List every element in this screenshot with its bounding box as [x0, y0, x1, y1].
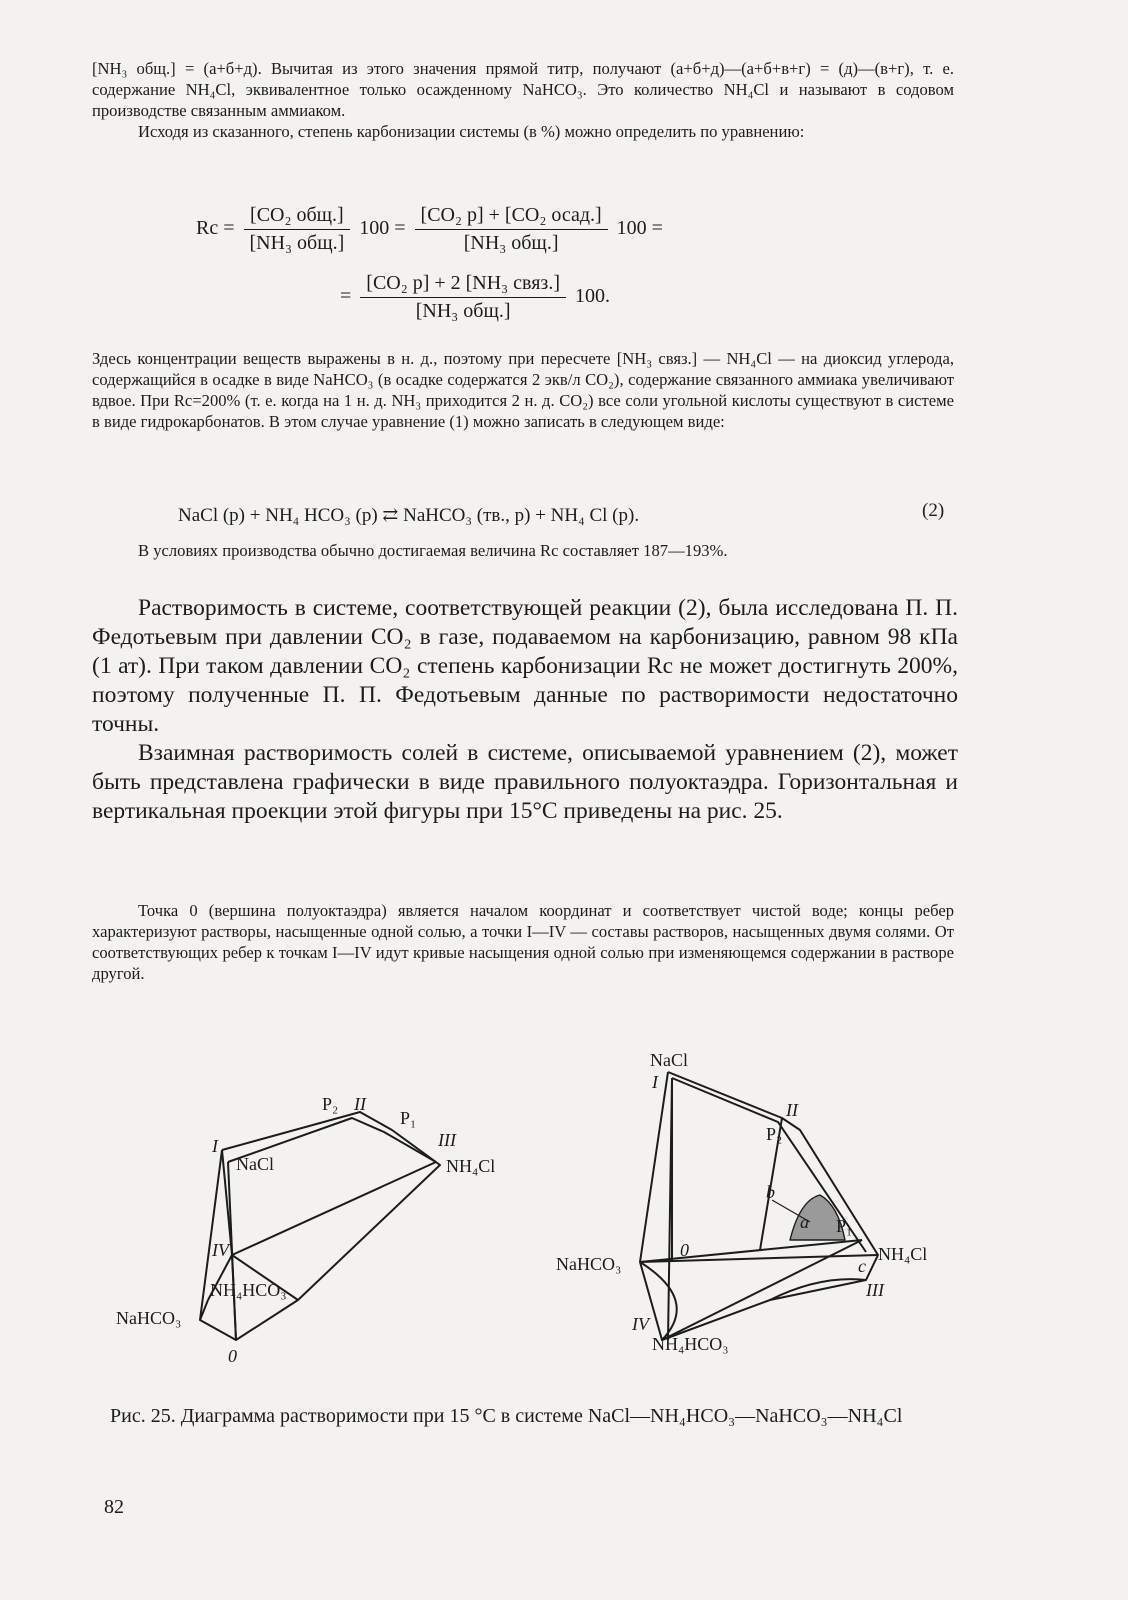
left-label-p2: P₂ — [322, 1094, 339, 1114]
right-label-i: I — [652, 1072, 658, 1092]
left-label-origin: 0 — [228, 1346, 237, 1366]
right-label-origin: 0 — [680, 1240, 689, 1260]
fraction-1-denominator: [NH₃ общ.] — [249, 232, 345, 254]
formula-multiplier-3: 100. — [574, 285, 610, 308]
right-diagram-labels — [556, 1050, 927, 1354]
right-label-ii: II — [786, 1100, 798, 1120]
left-label-iv: IV — [212, 1240, 229, 1260]
left-label-p1: P₁ — [400, 1108, 417, 1128]
paragraph-5: Растворимость в системе, соответствующей реакции (2), была исследована П. П. Федотьевым при давлении CO₂ в газе, подаваемом на карбонизацию, равном 98 кПа (1 ат). При таком давлении CO₂ степень карбонизации Rc не может достигнуть 200%, поэтому полученные П. П. Федотьевым данные по растворимости недостаточно точны. — [92, 595, 958, 737]
left-label-ii: II — [354, 1094, 366, 1114]
left-label-nacl: NaCl — [236, 1154, 274, 1174]
paragraph-7: Точка 0 (вершина полуоктаэдра) является началом координат и соответствует чистой воде; концы ребер характеризуют растворы, насыщенные одной солью, а точки I—IV — составы растворов, насыщенных двумя солями. От соответствующих ребер к точкам I—IV идут кривые насыщения одной солью при изменяющемся содержании в растворе другой. — [92, 901, 954, 983]
right-label-c: c — [858, 1256, 866, 1276]
right-label-nahco3: NaHCO₃ — [556, 1254, 622, 1274]
right-label-iii: III — [866, 1280, 884, 1300]
right-label-p2: P₂ — [766, 1124, 783, 1144]
left-label-iii: III — [438, 1130, 456, 1150]
formula-equals: = — [340, 285, 352, 308]
fraction-3-numerator: [CO₂ р] + 2 [NH₃ связ.] — [360, 272, 566, 298]
paragraph-1: [NH₃ общ.] = (а+б+д). Вычитая из этого значения прямой титр, получают (а+б+д)—(а+б+в+г) = (д)—(в+г), т. е. содержание NH₄Cl, эквивалентное только осажденному NaHCO₃. Это количество NH₄Cl и называют в содовом производстве связанным аммиаком. — [92, 59, 954, 120]
right-label-nh4cl: NH₄Cl — [878, 1244, 928, 1264]
paragraph-3: Здесь концентрации веществ выражены в н. д., поэтому при пересчете [NH₃ связ.] — NH₄Cl — на диоксид углерода, содержащийся в осадке в виде NaHCO₃ (в осадке содержатся 2 экв/л CO₂), содержание связанного аммиака увеличивают вдвое. При Rc=200% (т. е. когда на 1 н. д. NH₃ приходится 2 н. д. CO₂) все соли угольной кислоты существуют в системе в виде гидрокарбонатов. В этом случае уравнение (1) можно записать в следующем виде: — [92, 349, 954, 431]
left-label-nh4hco3: NH₄HCO₃ — [210, 1280, 287, 1300]
paragraph-6: Взаимная растворимость солей в системе, описываемой уравнением (2), может быть представлена графически в виде правильного полуоктаэдра. Горизонтальная и вертикальная проекции этой фигуры при 15°C приведены на рис. 25. — [92, 740, 958, 824]
right-label-iv: IV — [632, 1314, 649, 1334]
right-label-p1: P₁ — [836, 1216, 853, 1236]
right-diagram-edges — [640, 1072, 878, 1340]
left-diagram-edges — [200, 1112, 440, 1340]
left-label-i: I — [212, 1136, 218, 1156]
right-label-b: b — [766, 1182, 775, 1202]
fraction-1-numerator: [CO₂ общ.] — [244, 204, 351, 230]
formula-multiplier-1: 100 = — [359, 217, 406, 240]
equation-2: NaCl (р) + NH₄ HCO₃ (р) ⇄ NaHCO₃ (тв., р) + NH₄ Cl (р). — [178, 505, 640, 526]
right-label-a: a — [800, 1212, 809, 1232]
formula-lhs: Rc = — [196, 217, 235, 240]
left-label-nahco3: NaHCO₃ — [116, 1308, 182, 1328]
fraction-2-denominator: [NH₃ общ.] — [463, 232, 559, 254]
formula-multiplier-2: 100 = — [616, 217, 663, 240]
left-label-nh4cl: NH₄Cl — [446, 1156, 496, 1176]
paragraph-2: Исходя из сказанного, степень карбонизации системы (в %) можно определить по уравнению: — [138, 122, 805, 141]
figure-caption: Рис. 25. Диаграмма растворимости при 15 °C в системе NaCl—NH₄HCO₃—NaHCO₃—NH₄Cl — [110, 1405, 903, 1427]
fraction-2-numerator: [CO₂ р] + [CO₂ осад.] — [415, 204, 608, 230]
fraction-3-denominator: [NH₃ общ.] — [415, 300, 511, 322]
page-number: 82 — [104, 1496, 124, 1518]
right-label-nh4hco3: NH₄HCO₃ — [652, 1334, 729, 1354]
right-label-nacl: NaCl — [650, 1050, 688, 1070]
equation-2-number: (2) — [922, 500, 945, 521]
paragraph-4: В условиях производства обычно достигаемая величина Rc составляет 187—193%. — [138, 541, 728, 560]
